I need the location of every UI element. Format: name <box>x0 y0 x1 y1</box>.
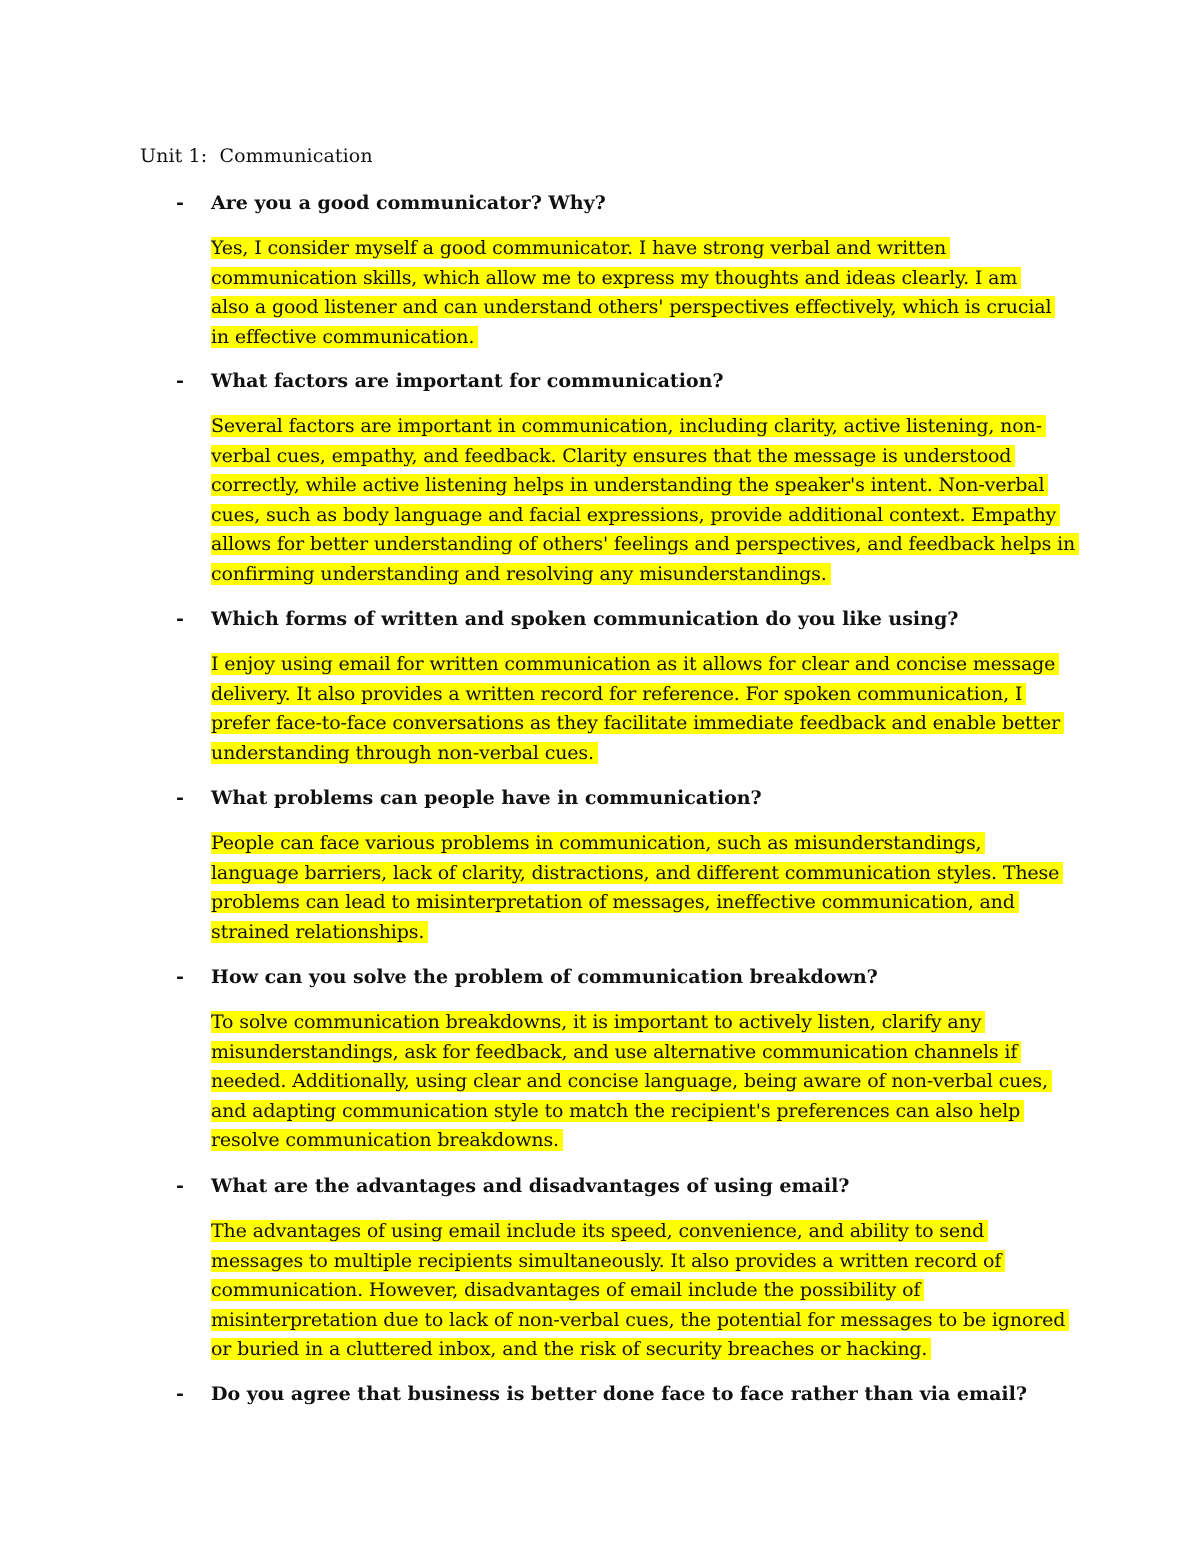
bullet-dash: - <box>176 966 184 988</box>
answer-line <box>211 1276 1071 1306</box>
qa-item <box>0 1172 1200 1365</box>
answer-line <box>211 501 1071 531</box>
page-title: Unit 1: Communication <box>140 145 373 167</box>
answer-line <box>211 1217 1071 1247</box>
highlighted-text: prefer face-to-face conversations as they facilitate immediate feedback and enable better <box>211 712 1064 734</box>
answer-line <box>211 1126 1071 1156</box>
highlighted-text: strained relationships. <box>211 921 428 943</box>
bullet-dash: - <box>176 370 184 392</box>
question-text: What are the advantages and disadvantages of using email? <box>211 1175 850 1197</box>
highlighted-text: I enjoy using email for written communication as it allows for clear and concise message <box>211 653 1059 675</box>
highlighted-text: messages to multiple recipients simultaneously. It also provides a written record of <box>211 1250 1005 1272</box>
answer-line <box>211 323 1071 353</box>
highlighted-text: verbal cues, empathy, and feedback. Clarity ensures that the message is understood <box>211 445 1015 467</box>
highlighted-text: also a good listener and can understand others' perspectives effectively, which is crucial <box>211 296 1055 318</box>
answer-block <box>0 1008 1048 1156</box>
question-row <box>0 963 1200 991</box>
qa-item <box>0 784 1200 947</box>
bullet-dash: - <box>176 192 184 214</box>
answer-line <box>211 1038 1071 1068</box>
answer-block <box>0 650 1061 768</box>
highlighted-text: problems can lead to misinterpretation of messages, ineffective communication, and <box>211 891 1019 913</box>
answer-line <box>211 650 1071 680</box>
bullet-dash: - <box>176 1175 184 1197</box>
answer-line <box>211 680 1071 710</box>
answer-line <box>211 471 1071 501</box>
answer-line <box>211 829 1071 859</box>
answer-line <box>211 1335 1071 1365</box>
qa-item <box>0 1380 1200 1408</box>
answer-line <box>211 442 1071 472</box>
answer-line <box>211 859 1071 889</box>
highlighted-text: misinterpretation due to lack of non-verbal cues, the potential for messages to be ignored <box>211 1309 1069 1331</box>
highlighted-text: cues, such as body language and facial expressions, provide additional context. Empathy <box>211 504 1060 526</box>
answer-line <box>211 1008 1071 1038</box>
highlighted-text: Several factors are important in communication, including clarity, active listening, non- <box>211 415 1046 437</box>
answer-line <box>211 888 1071 918</box>
highlighted-text: or buried in a cluttered inbox, and the risk of security breaches or hacking. <box>211 1338 931 1360</box>
bullet-dash: - <box>176 787 184 809</box>
answer-line <box>211 1097 1071 1127</box>
question-row <box>0 367 1200 395</box>
question-text: Which forms of written and spoken communication do you like using? <box>211 608 959 630</box>
question-text: How can you solve the problem of communication breakdown? <box>211 966 878 988</box>
highlighted-text: To solve communication breakdowns, it is important to actively listen, clarify any <box>211 1011 985 1033</box>
answer-line <box>211 1067 1071 1097</box>
answer-line <box>211 709 1071 739</box>
qa-item <box>0 367 1200 590</box>
highlighted-text: and adapting communication style to match the recipient's preferences can also help <box>211 1100 1024 1122</box>
answer-line <box>211 412 1071 442</box>
qa-item <box>0 605 1200 768</box>
answer-line <box>211 264 1071 294</box>
qa-item <box>0 963 1200 1156</box>
answer-block <box>0 1217 1066 1365</box>
answer-block <box>0 234 1052 352</box>
answer-block <box>0 412 1076 590</box>
highlighted-text: The advantages of using email include its speed, convenience, and ability to send <box>211 1220 988 1242</box>
highlighted-text: understanding through non-verbal cues. <box>211 742 598 764</box>
highlighted-text: communication. However, disadvantages of email include the possibility of <box>211 1279 924 1301</box>
bullet-dash: - <box>176 1383 184 1405</box>
answer-line <box>211 918 1071 948</box>
highlighted-text: in effective communication. <box>211 326 478 348</box>
answer-line <box>211 1306 1071 1336</box>
highlighted-text: confirming understanding and resolving any misunderstandings. <box>211 563 831 585</box>
question-row <box>0 1380 1200 1408</box>
qa-item <box>0 189 1200 352</box>
highlighted-text: misunderstandings, ask for feedback, and use alternative communication channels if <box>211 1041 1021 1063</box>
question-row <box>0 784 1200 812</box>
answer-line <box>211 1247 1071 1277</box>
highlighted-text: resolve communication breakdowns. <box>211 1129 563 1151</box>
answer-line <box>211 560 1071 590</box>
question-text: Do you agree that business is better done face to face rather than via email? <box>211 1383 1027 1405</box>
question-text: What factors are important for communication? <box>211 370 724 392</box>
highlighted-text: communication skills, which allow me to express my thoughts and ideas clearly. I am <box>211 267 1021 289</box>
answer-block <box>0 829 1060 947</box>
question-text: Are you a good communicator? Why? <box>211 192 606 214</box>
highlighted-text: People can face various problems in communication, such as misunderstandings, <box>211 832 985 854</box>
highlighted-text: Yes, I consider myself a good communicator. I have strong verbal and written <box>211 237 950 259</box>
highlighted-text: allows for better understanding of others' feelings and perspectives, and feedback helps in <box>211 533 1079 555</box>
answer-line <box>211 530 1076 560</box>
question-row <box>0 1172 1200 1200</box>
question-text: What problems can people have in communication? <box>211 787 762 809</box>
bullet-dash: - <box>176 608 184 630</box>
answer-line <box>211 234 1071 264</box>
answer-line <box>211 293 1071 323</box>
highlighted-text: correctly, while active listening helps in understanding the speaker's intent. Non-verbal <box>211 474 1048 496</box>
question-row <box>0 605 1200 633</box>
answer-line <box>211 739 1071 769</box>
highlighted-text: language barriers, lack of clarity, distractions, and different communication styles. These <box>211 862 1063 884</box>
highlighted-text: needed. Additionally, using clear and concise language, being aware of non-verbal cues, <box>211 1070 1052 1092</box>
question-row <box>0 189 1200 217</box>
highlighted-text: delivery. It also provides a written record for reference. For spoken communication, I <box>211 683 1026 705</box>
